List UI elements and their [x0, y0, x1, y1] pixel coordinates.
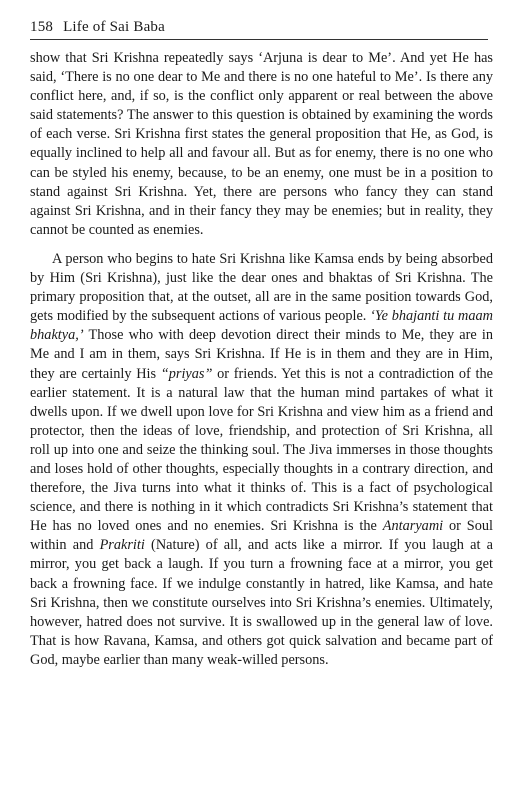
paragraph-2-text: or friends. Yet this is not a contradiction of the earlier statement. It is a natural law that the human mind partakes of what it dwells upon. If we dwell upon love for Sri Krishna and view him as a friend and protector, then the ideas of love, friendship, and protection of Sri Krishna, all roll up into one and seize the thinking soul. The Jiva immerses in those thoughts and loses hold of other thoughts, especially thoughts in a contrary direction, and therefore, the Jiva turns into what it thinks of. This is a fact of psychological science, and there is nothing in it which contradicts Sri Krishna’s statement that He has no loved ones and no enemies. Sri Krishna is the [30, 365, 493, 535]
antaryami-term: Antaryami [382, 518, 444, 535]
paragraph-2 [30, 250, 493, 670]
paragraph-2-text: (Nature) of all, and acts like a mirror. If you laugh at a mirror, you get back a laugh. If you turn a frowning face at a mirror, you get back a frowning face. If we indulge constantly in hatred, like Kamsa, and hate Sri Krishna, then we constitute ourselves into Sri Krishna’s enemies. Ultimately, however, hatred does not survive. It is swallowed up in the general law of love. That is how Ravana, Kamsa, and others got quick salvation and became part of God, maybe earlier than many weak-willed persons. [30, 537, 493, 668]
paragraph-2-text: A person who begins to hate Sri Krishna like Kamsa ends by being absorbed by Him (Sri Krishna), just like the dear ones and bhaktas of Sri Krishna. The primary proposition that, at the outset, all are in the same position towards God, gets modified by the subsequent actions of various people. [30, 250, 493, 325]
page-body [30, 49, 493, 670]
book-title: Life of Sai Baba [63, 19, 165, 35]
paragraph-1: show that Sri Krishna repeatedly says ‘Arjuna is dear to Me’. And yet He has said, ‘There is no one dear to Me and there is no one hateful to Me’. Is there any conflict here, and, if so, is the conflict only apparent or real between the above said statements? The answer to this question is obtained by examining the words of each verse. Sri Krishna first states the general proposition that He, as God, is equally inclined to help all and favour all. But as for enemy, there is no one who can be styled his enemy, because, to be an enemy, one must be in a position to stand against Sri Krishna. Yet, there are persons who fancy they can stand against Sri Krishna, and in their fancy they may be enemies; but in reality, they cannot be counted as enemies. [30, 50, 493, 238]
paragraph-2-text: Those who with deep devotion direct their minds to Me, they are in Me and I am in them, says Sri Krishna. If He is in them and they are in Him, they are certainly His [30, 327, 493, 382]
paragraph-2-text: or Soul within and [30, 518, 493, 554]
priyas-term: “priyas” [160, 365, 213, 382]
header-rule [30, 39, 488, 40]
prakriti-term: Prakriti [99, 537, 145, 554]
running-header [30, 18, 508, 36]
sanskrit-quote: ‘Ye bhajanti tu maam bhaktya,’ [30, 308, 493, 344]
page-number: 158 [30, 19, 54, 35]
